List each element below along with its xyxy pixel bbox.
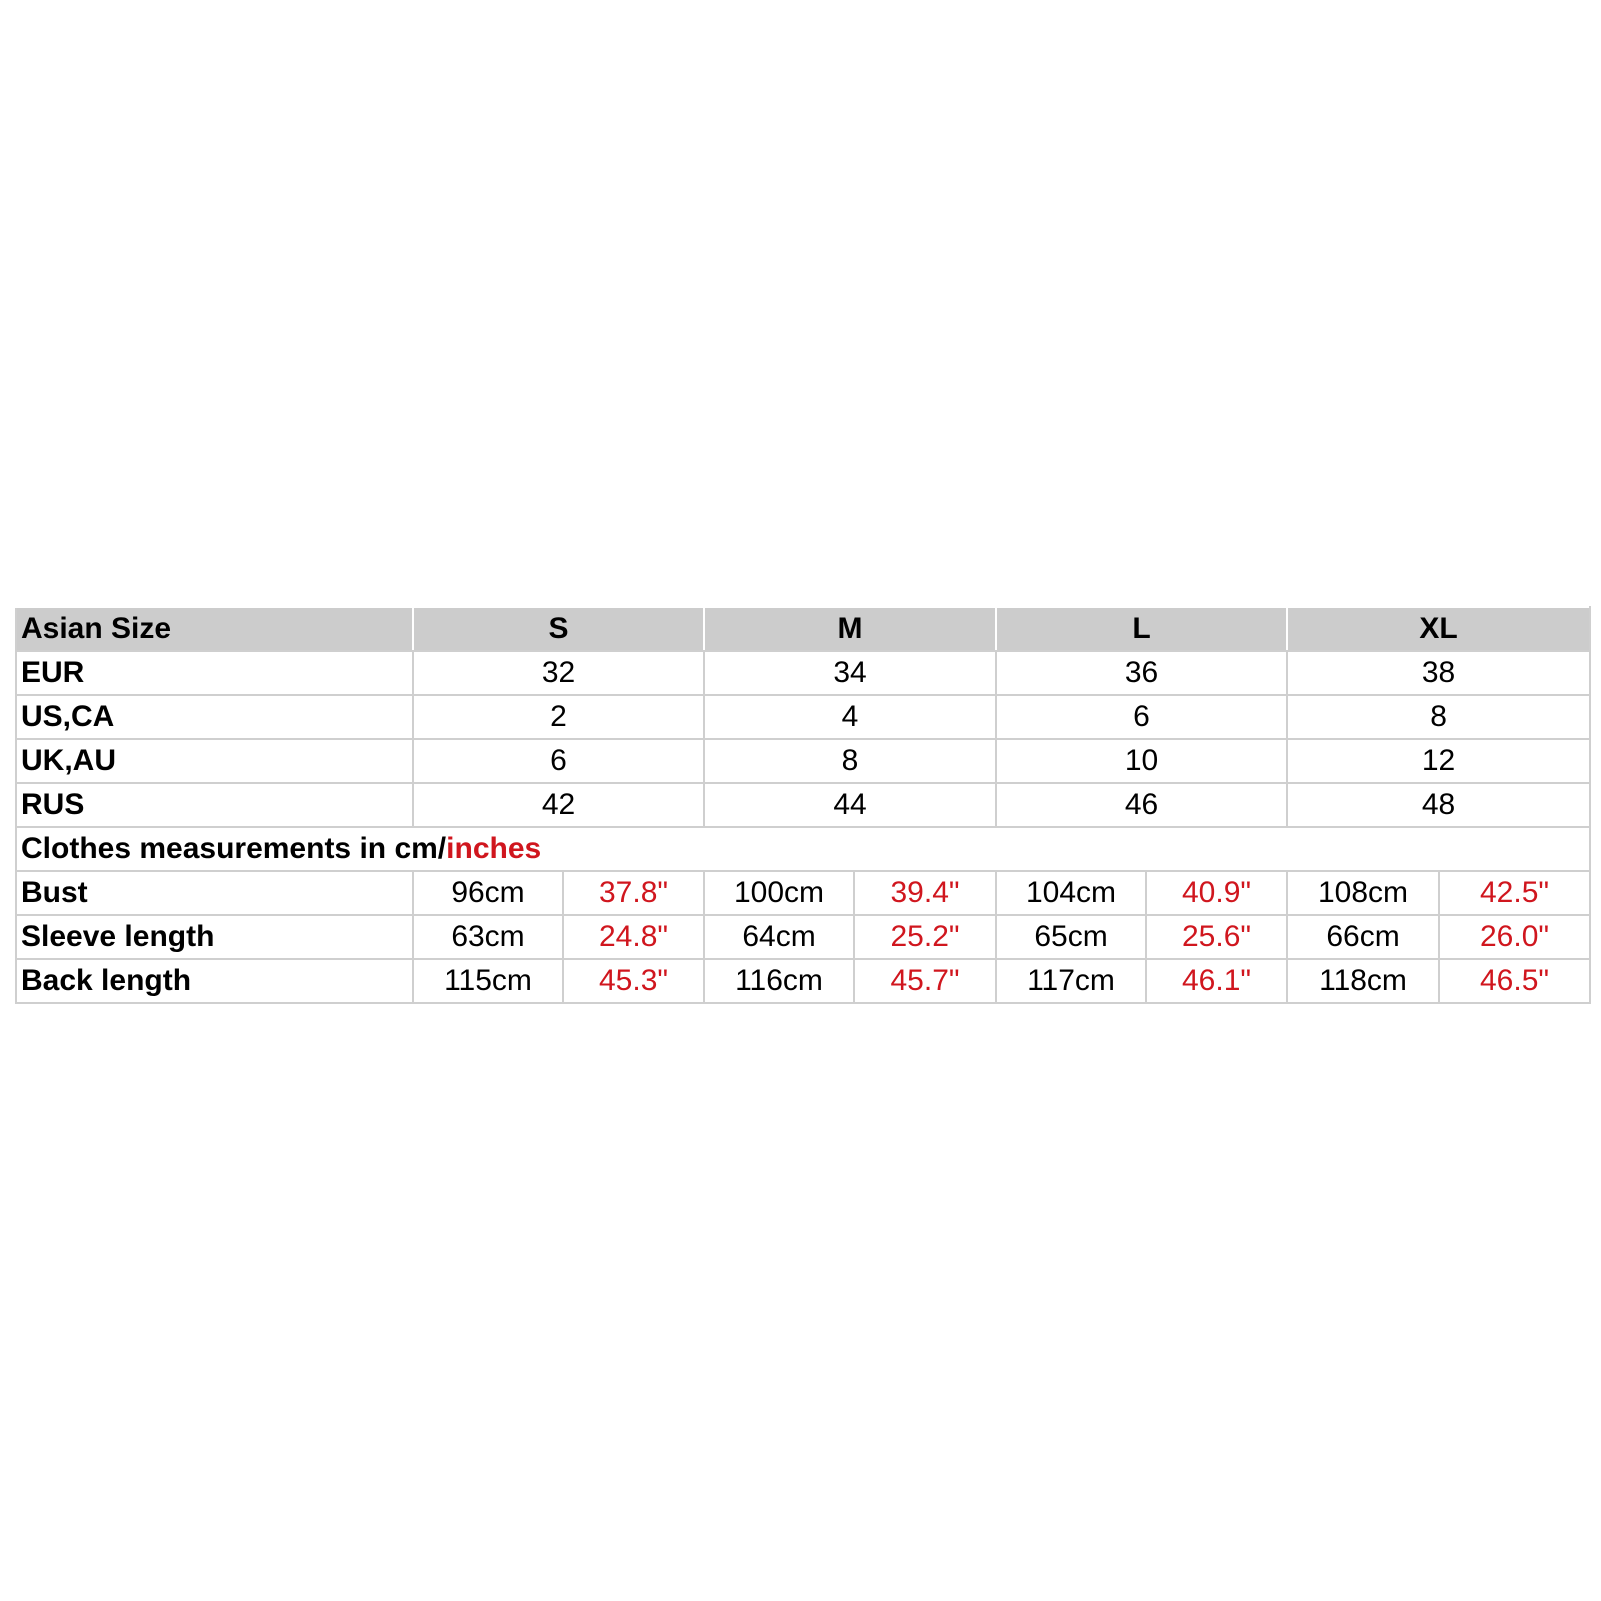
asian-size-label: Asian Size (16, 607, 413, 651)
bust-row (16, 871, 1590, 915)
rus-row (16, 783, 1590, 827)
row-label: Sleeve length (16, 915, 413, 959)
inch-cell: 25.2" (854, 915, 996, 959)
inch-cell: 45.3" (563, 959, 704, 1003)
size-chart-table (15, 606, 1591, 1004)
cm-cell: 100cm (704, 871, 854, 915)
cm-cell: 115cm (413, 959, 563, 1003)
inch-cell: 45.7" (854, 959, 996, 1003)
row-label: Bust (16, 871, 413, 915)
row-label: US,CA (16, 695, 413, 739)
sleeve-length-row (16, 915, 1590, 959)
eur-row (16, 651, 1590, 695)
table-cell: 8 (704, 739, 996, 783)
inch-cell: 40.9" (1146, 871, 1287, 915)
table-cell: 34 (704, 651, 996, 695)
cm-cell: 116cm (704, 959, 854, 1003)
us-ca-row (16, 695, 1590, 739)
section-title-accent: inches (446, 832, 542, 865)
inch-cell: 39.4" (854, 871, 996, 915)
table-cell: 6 (996, 695, 1287, 739)
cm-cell: 64cm (704, 915, 854, 959)
size-header-row (16, 607, 1590, 651)
section-title-text: Clothes measurements in cm/ (21, 832, 447, 865)
row-label: RUS (16, 783, 413, 827)
table-cell: 32 (413, 651, 704, 695)
table-cell: 42 (413, 783, 704, 827)
cm-cell: 117cm (996, 959, 1146, 1003)
size-s-header: S (413, 607, 704, 651)
table-cell: 4 (704, 695, 996, 739)
measurements-section-row (16, 827, 1590, 871)
cm-cell: 66cm (1287, 915, 1439, 959)
table-cell: 10 (996, 739, 1287, 783)
table-cell: 44 (704, 783, 996, 827)
table-cell: 36 (996, 651, 1287, 695)
cm-cell: 63cm (413, 915, 563, 959)
inch-cell: 24.8" (563, 915, 704, 959)
inch-cell: 25.6" (1146, 915, 1287, 959)
cm-cell: 104cm (996, 871, 1146, 915)
inch-cell: 46.1" (1146, 959, 1287, 1003)
cm-cell: 108cm (1287, 871, 1439, 915)
section-title (16, 827, 1590, 871)
cm-cell: 118cm (1287, 959, 1439, 1003)
back-length-row (16, 959, 1590, 1003)
table-cell: 6 (413, 739, 704, 783)
row-label: EUR (16, 651, 413, 695)
inch-cell: 26.0" (1439, 915, 1590, 959)
table-cell: 8 (1287, 695, 1590, 739)
uk-au-row (16, 739, 1590, 783)
size-xl-header: XL (1287, 607, 1590, 651)
cm-cell: 65cm (996, 915, 1146, 959)
row-label: Back length (16, 959, 413, 1003)
cm-cell: 96cm (413, 871, 563, 915)
table-cell: 48 (1287, 783, 1590, 827)
table-cell: 38 (1287, 651, 1590, 695)
row-label: UK,AU (16, 739, 413, 783)
size-l-header: L (996, 607, 1287, 651)
table-cell: 12 (1287, 739, 1590, 783)
size-m-header: M (704, 607, 996, 651)
inch-cell: 37.8" (563, 871, 704, 915)
inch-cell: 42.5" (1439, 871, 1590, 915)
inch-cell: 46.5" (1439, 959, 1590, 1003)
table-cell: 46 (996, 783, 1287, 827)
table-cell: 2 (413, 695, 704, 739)
